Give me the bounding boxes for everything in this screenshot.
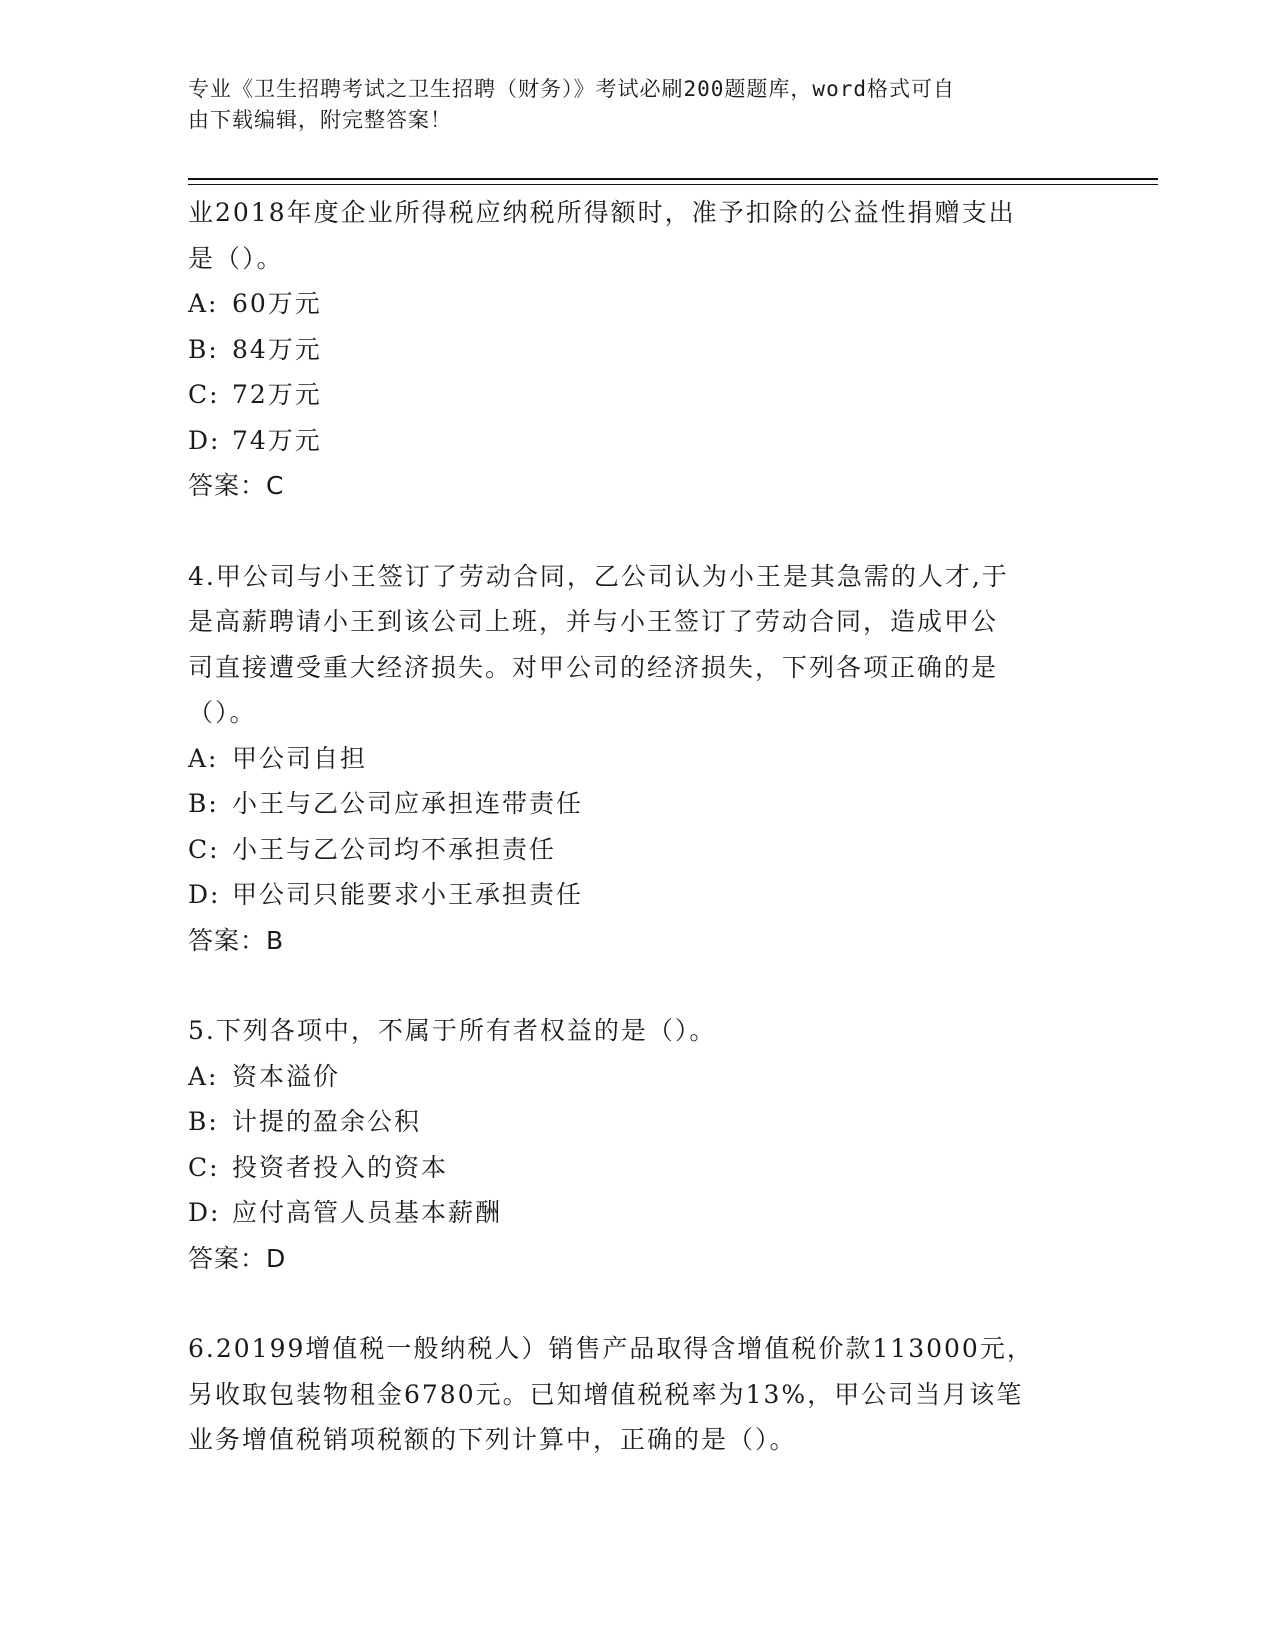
option-c [188, 372, 1088, 418]
option-b [188, 327, 1088, 373]
header-divider-thick [188, 178, 1158, 180]
option-letter: A: [188, 1061, 219, 1091]
document-header [188, 74, 1068, 136]
option-letter: B: [188, 789, 219, 818]
answer-line: 答案：C [188, 471, 285, 500]
option-text: 74万元 [232, 425, 322, 455]
option-letter: D: [188, 1198, 221, 1227]
option-c [188, 827, 1088, 873]
option-text: 资本溢价 [232, 1061, 341, 1091]
question-5 [188, 1008, 1088, 1281]
option-text: 计提的盈余公积 [232, 1107, 422, 1136]
question-stem-line: 业2018年度企业所得税应纳税所得额时，准予扣除的公益性捐赠支出 [188, 198, 1016, 227]
answer-line: 答案：D [188, 1243, 287, 1273]
question-stem-line: 司直接遭受重大经济损失。对甲公司的经济损失，下列各项正确的是 [188, 652, 999, 682]
option-text: 72万元 [232, 380, 322, 409]
option-text: 应付高管人员基本薪酬 [232, 1198, 503, 1227]
header-line-2: 由下载编辑，附完整答案！ [188, 108, 452, 132]
option-b [188, 781, 1088, 827]
answer-line: 答案：B [188, 925, 285, 955]
question-stem-line: 另收取包装物租金6780元。已知增值税税率为13%，甲公司当月该笔 [188, 1379, 1024, 1409]
option-text: 小王与乙公司均不承担责任 [232, 834, 557, 864]
option-letter: D: [188, 880, 221, 909]
option-a [188, 736, 1088, 782]
question-6 [188, 1326, 1088, 1463]
question-stem-line: （）。 [188, 698, 257, 727]
header-line-1: 专业《卫生招聘考试之卫生招聘（财务）》考试必刷200题题库，word格式可自 [188, 77, 955, 101]
question-stem-line: 6.20199增值税一般纳税人）销售产品取得含增值税价款113000元， [188, 1334, 1034, 1363]
option-letter: C: [188, 834, 220, 864]
option-text: 小王与乙公司应承担连带责任 [232, 789, 584, 818]
option-text: 甲公司自担 [232, 743, 368, 773]
option-letter: C: [188, 1152, 220, 1182]
option-d [188, 1190, 1088, 1236]
option-text: 甲公司只能要求小王承担责任 [232, 880, 584, 909]
spacer [188, 1281, 1088, 1326]
option-a [188, 1054, 1088, 1100]
question-3 [188, 190, 1088, 509]
option-text: 60万元 [232, 289, 322, 318]
document-body [188, 190, 1088, 1463]
option-d [188, 872, 1088, 918]
option-text: 84万元 [232, 334, 322, 364]
option-letter: A: [188, 289, 219, 318]
option-b [188, 1099, 1088, 1145]
question-4 [188, 554, 1088, 964]
question-stem-line: 是高薪聘请小王到该公司上班，并与小王签订了劳动合同，造成甲公 [188, 607, 999, 636]
question-stem-line: 5.下列各项中，不属于所有者权益的是（）。 [188, 1016, 717, 1045]
option-letter: D: [188, 425, 221, 455]
question-stem-line: 业务增值税销项税额的下列计算中，正确的是（）。 [188, 1425, 797, 1454]
spacer [188, 963, 1088, 1008]
option-letter: C: [188, 380, 220, 409]
spacer [188, 509, 1088, 554]
question-stem-line: 4.甲公司与小王签订了劳动合同，乙公司认为小王是其急需的人才,于 [188, 561, 1009, 591]
option-letter: B: [188, 1107, 219, 1136]
header-divider-thin [188, 184, 1158, 185]
option-a [188, 281, 1088, 327]
option-d [188, 418, 1088, 464]
option-letter: B: [188, 334, 219, 364]
option-c [188, 1145, 1088, 1191]
option-letter: A: [188, 743, 219, 773]
question-stem-line: 是（）。 [188, 243, 284, 273]
option-text: 投资者投入的资本 [232, 1152, 449, 1182]
